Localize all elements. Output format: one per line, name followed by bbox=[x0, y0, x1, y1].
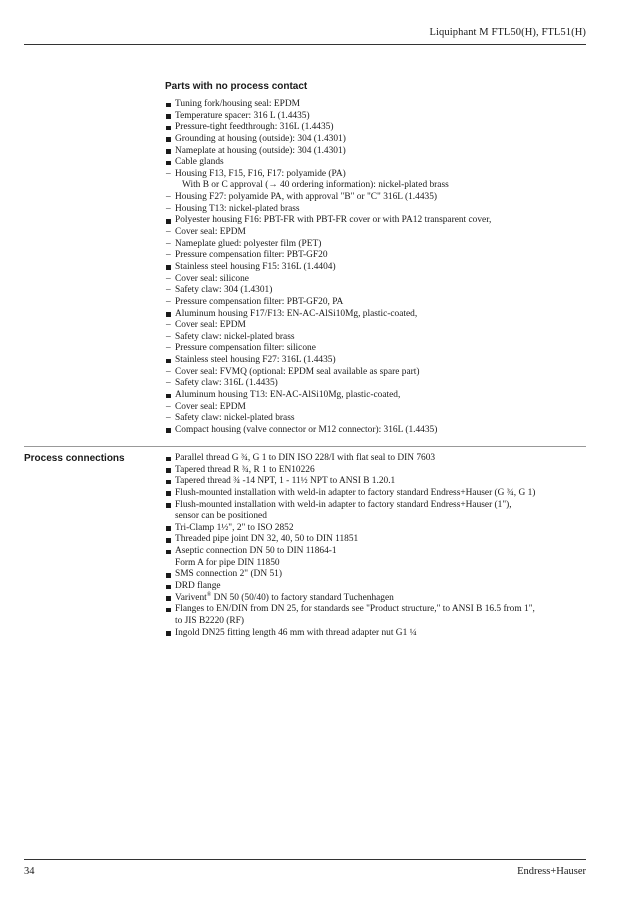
list-item-continuation: to JIS B2220 (RF) bbox=[175, 615, 245, 626]
list-item: Nameplate at housing (outside): 304 (1.4301) bbox=[165, 146, 585, 158]
list-item: Flush-mounted installation with weld-in adapter to factory standard Endress+Hauser (1"), bbox=[165, 500, 585, 512]
list-item: Parallel thread G ¾, G 1 to DIN ISO 228/I with flat seal to DIN 7603 bbox=[165, 453, 585, 465]
list-item: Aluminum housing T13: EN-AC-AlSi10Mg, plastic-coated, bbox=[165, 390, 585, 402]
sub-list-item: – Housing F13, F15, F16, F17: polyamide (PA) bbox=[165, 169, 585, 181]
section-heading: Parts with no process contact bbox=[165, 81, 308, 92]
list-item-continuation: With B or C approval (→ 40 ordering information): nickel-plated brass bbox=[182, 180, 449, 191]
list-item: Threaded pipe joint DN 32, 40, 50 to DIN 11851 bbox=[165, 534, 585, 546]
list-item: Aseptic connection DN 50 to DIN 11864-1 bbox=[165, 546, 585, 558]
list-item: SMS connection 2" (DN 51) bbox=[165, 569, 585, 581]
list-item: Grounding at housing (outside): 304 (1.4301) bbox=[165, 134, 585, 146]
list-item: Tapered thread ¾ -14 NPT, 1 - 11½ NPT to ANSI B 1.20.1 bbox=[165, 476, 585, 488]
list-item: Compact housing (valve connector or M12 connector): 316L (1.4435) bbox=[165, 425, 585, 437]
list-item: Ingold DN25 fitting length 46 mm with thread adapter nut G1 ¼ bbox=[165, 628, 585, 640]
list-item: DRD flange bbox=[165, 581, 585, 593]
process-connections-list bbox=[165, 453, 585, 639]
sub-list-item: – Cover seal: EPDM bbox=[165, 402, 585, 414]
list-item: Varivent® DN 50 (50/40) to factory standard Tuchenhagen bbox=[165, 593, 585, 605]
list-item: Polyester housing F16: PBT-FR with PBT-FR cover or with PA12 transparent cover, bbox=[165, 215, 585, 227]
sub-list-item: – Nameplate glued: polyester film (PET) bbox=[165, 239, 585, 251]
process-connections-section bbox=[165, 453, 585, 639]
sub-list-item: – Housing F27: polyamide PA, with approval "B" or "C" 316L (1.4435) bbox=[165, 192, 585, 204]
list-item-continuation: sensor can be positioned bbox=[175, 511, 267, 522]
materials-list bbox=[165, 99, 585, 437]
footer-divider bbox=[24, 859, 586, 860]
sub-list-item: – Pressure compensation filter: PBT-GF20, PA bbox=[165, 297, 585, 309]
header-divider bbox=[24, 44, 586, 45]
list-item: Tapered thread R ¾, R 1 to EN10226 bbox=[165, 465, 585, 477]
sub-list-item: – Pressure compensation filter: PBT-GF20 bbox=[165, 250, 585, 262]
list-item: Tuning fork/housing seal: EPDM bbox=[165, 99, 585, 111]
sub-list-item: – Safety claw: 316L (1.4435) bbox=[165, 378, 585, 390]
page-number: 34 bbox=[24, 866, 35, 877]
parts-no-process-contact-section bbox=[165, 80, 585, 437]
sub-list-item: – Cover seal: EPDM bbox=[165, 227, 585, 239]
document-header-title: Liquiphant M FTL50(H), FTL51(H) bbox=[429, 27, 586, 38]
list-item: Stainless steel housing F15: 316L (1.4404) bbox=[165, 262, 585, 274]
sub-list-item: – Cover seal: FVMQ (optional: EPDM seal available as spare part) bbox=[165, 367, 585, 379]
list-item: Flanges to EN/DIN from DN 25, for standards see "Product structure," to ANSI B 16.5 from 1", bbox=[165, 604, 585, 616]
list-item: Temperature spacer: 316 L (1.4435) bbox=[165, 111, 585, 123]
sub-list-item: – Safety claw: nickel-plated brass bbox=[165, 332, 585, 344]
list-item: Aluminum housing F17/F13: EN-AC-AlSi10Mg, plastic-coated, bbox=[165, 309, 585, 321]
sub-list-item: – Pressure compensation filter: silicone bbox=[165, 343, 585, 355]
process-connections-label: Process connections bbox=[24, 453, 125, 464]
sub-list-item: – Cover seal: EPDM bbox=[165, 320, 585, 332]
list-item: Stainless steel housing F27: 316L (1.4435) bbox=[165, 355, 585, 367]
sub-list-item: – Safety claw: nickel-plated brass bbox=[165, 413, 585, 425]
list-item: Pressure-tight feedthrough: 316L (1.4435) bbox=[165, 122, 585, 134]
sub-list-item: – Housing T13: nickel-plated brass bbox=[165, 204, 585, 216]
sub-list-item: – Safety claw: 304 (1.4301) bbox=[165, 285, 585, 297]
section-divider bbox=[24, 446, 586, 447]
footer-brand: Endress+Hauser bbox=[517, 866, 586, 877]
list-item: Tri-Clamp 1½", 2" to ISO 2852 bbox=[165, 523, 585, 535]
list-item: Flush-mounted installation with weld-in adapter to factory standard Endress+Hauser (G ¾, G 1) bbox=[165, 488, 585, 500]
list-item: Cable glands bbox=[165, 157, 585, 169]
sub-list-item: – Cover seal: silicone bbox=[165, 274, 585, 286]
list-item-continuation: Form A for pipe DIN 11850 bbox=[175, 557, 280, 568]
